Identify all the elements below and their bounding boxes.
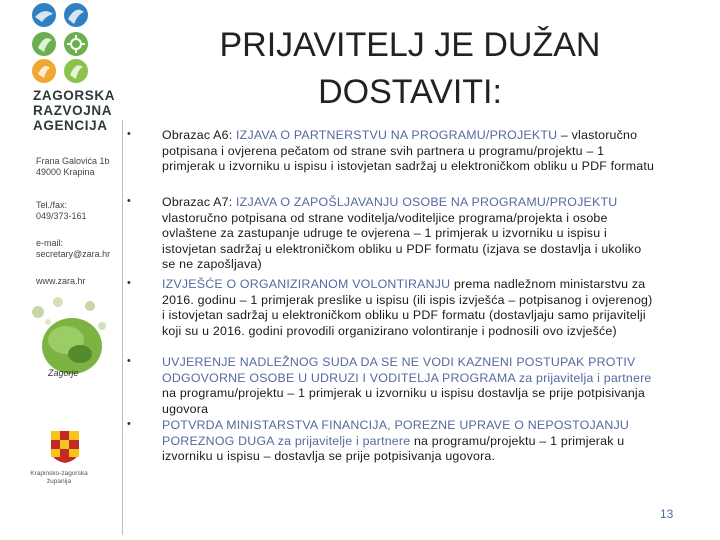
list-item-text bbox=[162, 277, 658, 339]
item-rest: na programu/projektu – 1 primjerak u izvorniku u ispisu – dostavlja se prije potpisivanja ugovora. bbox=[162, 433, 625, 464]
agency-name-line: RAZVOJNA bbox=[33, 103, 113, 118]
item-rest: prema nadležnom ministarstvu za 2016. godinu – 1 primjerak preslike u ispisu (ili ispis izvješća – potpisanog i ovjerenog) i istovjetan sadržaj u elektroničkom obliku u PDF formatu (dostavljaju samo prijavitelji koji su u 2016. godini provodili organizirano volontiranje i podnosili ovo izvješće) bbox=[162, 277, 653, 338]
agency-name bbox=[33, 88, 115, 133]
item-rest: vlastoručno potpisana od strane voditelja/voditeljice programa/projekta i osobe ovlaštene za zastupanje udruge te ovjerena – 1 primjerak u izvorniku u ispisu i istovjetan sadržaj u elektroničkom obliku u PDF formatu (izjava se dostavlja i ukoliko se ne zapošljava) bbox=[162, 210, 642, 272]
globe-label: Zagorje bbox=[48, 368, 79, 378]
agency-name-line: AGENCIJA bbox=[33, 118, 108, 133]
county-crest-icon bbox=[50, 430, 80, 464]
phone-number: 049/373-161 bbox=[36, 211, 87, 221]
title-line: PRIJAVITELJ JE DUŽAN bbox=[219, 26, 601, 64]
agency-logo-icon bbox=[30, 2, 94, 84]
slide-title bbox=[190, 22, 630, 116]
bullet-icon: • bbox=[127, 355, 131, 367]
address-line: 49000 Krapina bbox=[36, 167, 95, 177]
sidebar bbox=[0, 0, 122, 540]
title-line: DOSTAVITI: bbox=[318, 73, 502, 111]
phone-label: Tel./fax: bbox=[36, 200, 68, 210]
item-highlight: IZJAVA O PARTNERSTVU NA PROGRAMU/PROJEKTU bbox=[236, 128, 558, 142]
item-lead: Obrazac A6: bbox=[162, 128, 237, 142]
bullet-icon: • bbox=[127, 195, 131, 207]
item-highlight: IZJAVA O ZAPOŠLJAVANJU OSOBE NA PROGRAMU/PROJEKTU bbox=[236, 195, 618, 209]
email-label: e-mail: bbox=[36, 238, 64, 248]
page-number: 13 bbox=[660, 507, 674, 521]
agency-name-line: ZAGORSKA bbox=[33, 88, 116, 103]
item-highlight: POTVRDA MINISTARSTVA FINANCIJA, POREZNE UPRAVE O NEPOSTOJANJU POREZNOG DUGA za prijavitelje i partnere bbox=[162, 418, 630, 448]
list-item-text bbox=[162, 195, 658, 273]
email-address[interactable]: secretary@zara.hr bbox=[36, 249, 111, 259]
address-line: Frana Galovića 1b bbox=[36, 156, 110, 166]
sidebar-divider bbox=[122, 120, 123, 535]
phone-block bbox=[36, 200, 87, 222]
email-block bbox=[36, 238, 110, 260]
bullet-icon: • bbox=[127, 277, 131, 289]
bullet-icon: • bbox=[127, 418, 131, 430]
address bbox=[36, 156, 110, 178]
item-highlight: IZVJEŠĆE O ORGANIZIRANOM VOLONTIRANJU bbox=[162, 277, 451, 291]
item-rest: – vlastoručno potpisana i ovjerena pečatom od strane svih partnera u programu/projektu – 1 primjerak u izvorniku u ispisu i istovjetan sadržaj u elektroničkom obliku u PDF formatu bbox=[162, 128, 655, 174]
list-item-text bbox=[162, 355, 658, 417]
list-item-text bbox=[162, 418, 658, 465]
item-lead: Obrazac A7: bbox=[162, 195, 237, 209]
county-label: Krapinsko-zagorska županija bbox=[30, 470, 88, 485]
item-highlight: UVJERENJE NADLEŽNOG SUDA DA SE NE VODI KAZNENI POSTUPAK PROTIV ODGOVORNE OSOBE U UDRUZI I VODITELJA PROGRAMA za prijavitelja i partnere bbox=[162, 355, 652, 385]
bullet-icon: • bbox=[127, 128, 131, 140]
list-item-text bbox=[162, 128, 658, 175]
website-link[interactable]: www.zara.hr bbox=[36, 276, 86, 286]
item-rest: na programu/projektu – 1 primjerak u izvorniku u ispisu dostavlja se prije potpisivanja ugovora bbox=[162, 386, 645, 416]
